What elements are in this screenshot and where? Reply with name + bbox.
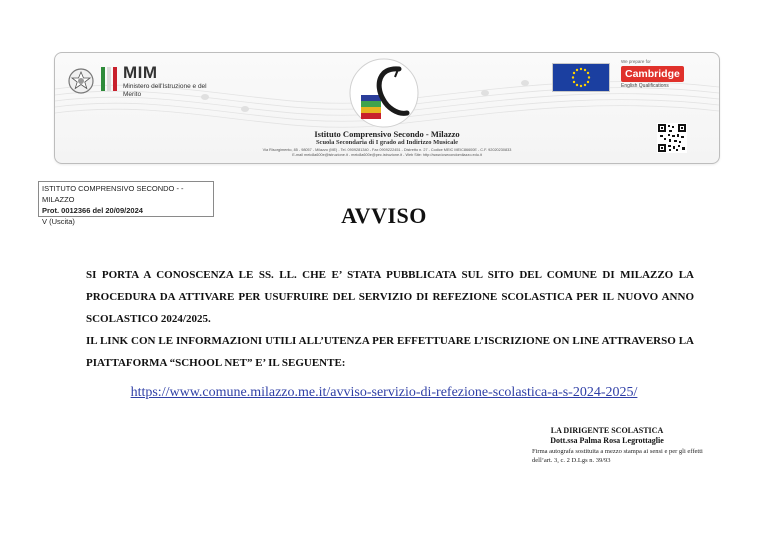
school-logo-icon (339, 55, 429, 137)
protocol-number: Prot. 0012366 del 20/09/2024 (42, 206, 143, 215)
school-contacts: E-mail meic8a600e@istruzione.it - meic8a600e@pec.istruzione.it - Web Site: http://www.icsecondomilazzo.edu.it (292, 153, 482, 157)
signature-name: Dott.ssa Palma Rosa Legrottaglie (550, 436, 664, 445)
letterhead (54, 52, 720, 164)
mim-flag-bars (101, 67, 117, 91)
signature-role: LA DIRIGENTE SCOLASTICA (550, 426, 664, 435)
ministry-title: MIM (123, 63, 158, 82)
qr-code-icon (657, 123, 687, 153)
school-subtitle: Scuola Secondaria di I grado ad Indirizzo Musicale (315, 139, 459, 146)
protocol-direction: V (Uscita) (42, 217, 75, 226)
eu-flag-icon (552, 63, 610, 92)
italian-republic-emblem-icon (67, 67, 95, 95)
cambridge-sub-label: English Qualifications (621, 83, 669, 89)
page-title: AVVISO (341, 203, 427, 228)
refezione-link[interactable]: https://www.comune.milazzo.me.it/avviso-servizio-di-refezione-scolastica-a-s-2024-2025/ (130, 385, 638, 400)
school-address: Via Risorgimento, 85 - 98057 - Milazzo (ME) - Tel. 0909281340 - Fax 0909222451 - Distretto n. 27 - Codice MEIC MEIC86600E - C.F. 92020230833 (262, 148, 512, 152)
signature-note: Firma autografa sostituita a mezzo stampa ai sensi e per gli effetti dell’art. 3, c. 2 D.Lgs n. 39/93 (532, 448, 703, 464)
school-name: Istituto Comprensivo Secondo - Milazzo (314, 129, 460, 139)
protocol-institute: ISTITUTO COMPRENSIVO SECONDO - -MILAZZO (42, 184, 184, 204)
notice-paragraph-1: SI PORTA A CONOSCENZA LE SS. LL. CHE E’ STATA PUBBLICATA SUL SITO DEL COMUNE DI MILAZZO LA PROCEDURA DA ATTIVARE PER USUFRUIRE DEL SERVIZIO DI REFEZIONE SCOLASTICA PER IL NUOVO ANNO SCOLASTICO 2024/2025. (86, 269, 694, 325)
notice-body (86, 264, 694, 374)
cambridge-badge (621, 59, 699, 95)
notice-paragraph-2: IL LINK CON LE INFORMAZIONI UTILI ALL’UTENZA PER EFFETTUARE L’ISCRIZIONE ON LINE ATTRAVERSO LA PIATTAFORMA “SCHOOL NET” E’ IL SEGUENTE: (86, 335, 694, 369)
cambridge-label: Cambridge (621, 66, 684, 82)
signature-block (532, 425, 712, 465)
ministry-subtitle: Ministero dell'Istruzione e del Merito (123, 83, 207, 98)
cambridge-pre-label: We prepare for (621, 59, 651, 64)
